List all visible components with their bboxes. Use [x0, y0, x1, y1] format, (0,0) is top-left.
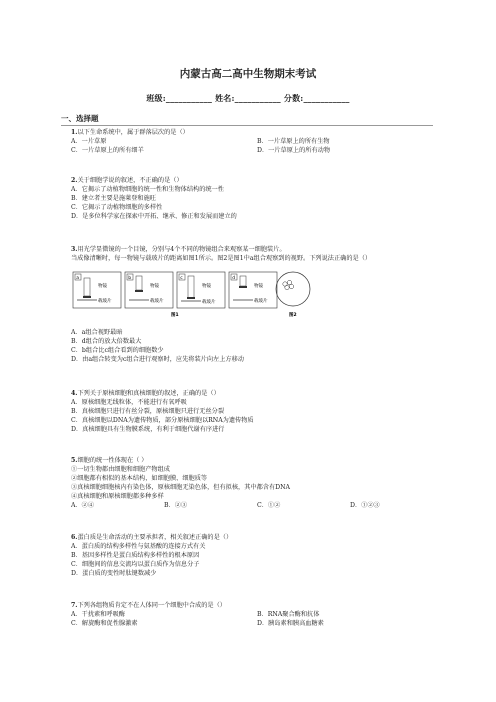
- option-c: C．①②: [257, 502, 281, 509]
- option-b: B．d组合的放大倍数最大: [71, 338, 142, 345]
- question-number: 1.: [71, 129, 78, 136]
- panel-label: c: [180, 275, 183, 281]
- question-stem: 关于细胞学说的叙述，不正确的是（）: [77, 177, 183, 184]
- option-c: C．细胞间的信息交流均以蛋白质作为信息分子: [71, 561, 200, 568]
- question-1: [71, 128, 443, 155]
- option-a: A．a组合视野最暗: [71, 329, 123, 336]
- slide-label: 载玻片: [98, 299, 112, 304]
- objective-label: 物镜: [150, 284, 159, 289]
- figure2-field-of-view: [276, 272, 310, 306]
- slide-label: 载玻片: [150, 299, 164, 304]
- class-blank: ___________: [165, 93, 213, 103]
- question-number: 7.: [71, 602, 78, 609]
- option-d: D．是多位科学家在探索中开拓、继承、修正和发展而建立的: [71, 213, 237, 220]
- microscope-diagram: [71, 270, 341, 320]
- option-a: A．②④: [71, 502, 95, 509]
- question-stem: 以下生命系统中，属于群落层次的是（）: [77, 129, 189, 136]
- slide-label: 载玻片: [254, 299, 268, 304]
- question-2: [71, 176, 443, 221]
- question-number: 6.: [71, 534, 78, 541]
- question-stem: 蛋白质是生命活动的主要承担者，相关叙述正确的是（）: [77, 534, 233, 541]
- option-b: B．②③: [164, 502, 188, 509]
- statement-item: ①一切生物都由细胞和细胞产物组成: [71, 466, 170, 473]
- score-label: 分数:: [283, 93, 304, 103]
- name-label: 姓名:: [215, 93, 235, 103]
- figure1-panel-b: [125, 272, 173, 308]
- figure2-caption: 图2: [289, 313, 297, 318]
- question-stem: 用光学显微镜的一个目镜，分别与4个不同的物镜组合来观察某一细胞装片。: [77, 246, 286, 253]
- figure1-panel-a: [73, 272, 121, 308]
- statement-item: ④真核细胞和原核细胞都多种多样: [71, 493, 164, 500]
- name-blank: ___________: [234, 93, 281, 103]
- option-a: A．干扰素和呼吸酶: [71, 611, 125, 618]
- option-d: D．胰岛素和胰高血糖素: [257, 620, 324, 627]
- question-4: [71, 389, 443, 434]
- page-title: 内蒙古高二高中生物期末考试: [179, 68, 317, 80]
- student-info-line: [0, 93, 496, 104]
- panel-label: a: [76, 275, 80, 281]
- section-divider: [61, 125, 433, 126]
- option-c: C．真核细胞以DNA为遗传物质，部分原核细胞以RNA为遗传物质: [71, 417, 254, 424]
- option-b: B．RNA聚合酶和抗体: [257, 611, 320, 618]
- class-label: 班级:: [146, 93, 166, 103]
- slide-label: 载玻片: [202, 300, 216, 305]
- option-c: C．b组合比c组合看到的细胞数少: [71, 347, 164, 354]
- question-stem-continued: 当成像清晰时，每一物镜与载玻片的距离如图1所示。图2是图1中a组合观察到的视野。下列说法正确的是（）: [71, 255, 372, 262]
- question-stem: 细胞的统一性体现在（ ）: [77, 457, 148, 464]
- figure1-caption: 图1: [171, 313, 179, 318]
- statement-item: ②细胞都有相似的基本结构，如细胞膜、细胞质等: [71, 475, 208, 482]
- option-a: A．原核细胞无线粒体，不能进行有氧呼吸: [71, 399, 187, 406]
- microscope-figures: [71, 270, 341, 320]
- option-c: C．解旋酶和促性腺激素: [71, 620, 138, 627]
- option-d: D．由a组合转变为c组合进行观察时，应先将装片向左上方移动: [71, 356, 244, 363]
- option-c: C．它揭示了动植物细胞的多样性: [71, 204, 163, 211]
- question-number: 5.: [71, 457, 78, 464]
- statement-item: ③真核细胞细胞核内有染色体，原核细胞无染色体，但有拟核，其中都含有DNA: [71, 484, 291, 491]
- question-7: [71, 601, 443, 628]
- section-heading: 一、选择题: [61, 114, 99, 123]
- question-3: [71, 245, 443, 263]
- objective-label: 物镜: [98, 284, 107, 289]
- objective-label: 物镜: [254, 284, 263, 289]
- option-b: B．基因多样性是蛋白质结构多样性的根本原因: [71, 552, 200, 559]
- option-d: D．蛋白质的变性时肽键数减少: [71, 570, 157, 577]
- question-stem: 下列关于原核细胞和真核细胞的叙述，正确的是（）: [77, 390, 220, 397]
- question-5: [71, 456, 443, 510]
- panel-label: b: [128, 275, 132, 281]
- option-b: B．一片草原上的所有生物: [257, 138, 330, 145]
- question-6: [71, 533, 443, 578]
- question-stem: 下列各组物质肯定不在人体同一个细胞中合成的是（）: [77, 602, 226, 609]
- option-b: B．真核细胞只进行有丝分裂，原核细胞只进行无丝分裂: [71, 408, 225, 415]
- option-a: A．蛋白质的结构多样性与氨基酸的连接方式有关: [71, 543, 206, 550]
- panel-label: d: [232, 275, 236, 281]
- question-number: 3.: [71, 246, 78, 253]
- option-a: A．一片草原: [71, 138, 107, 145]
- figure1-panel-c: [177, 272, 225, 308]
- option-d: D．真核细胞具有生物膜系统，有利于细胞代谢有序进行: [71, 426, 225, 433]
- objective-label: 物镜: [202, 284, 211, 289]
- question-3-options: [71, 328, 443, 364]
- option-b: B．建立者主要是施莱登和施旺: [71, 195, 156, 202]
- score-blank: ___________: [303, 93, 350, 103]
- option-d: D．①②③: [350, 502, 380, 509]
- option-a: A．它揭示了动植物细胞的统一性和生物体结构的统一性: [71, 186, 224, 193]
- question-number: 2.: [71, 177, 78, 184]
- question-number: 4.: [71, 390, 78, 397]
- option-d: D．一片草原上的所有动物: [257, 147, 331, 154]
- figure1-panel-d: [229, 272, 277, 308]
- option-c: C．一片草原上的所有细羊: [71, 147, 144, 154]
